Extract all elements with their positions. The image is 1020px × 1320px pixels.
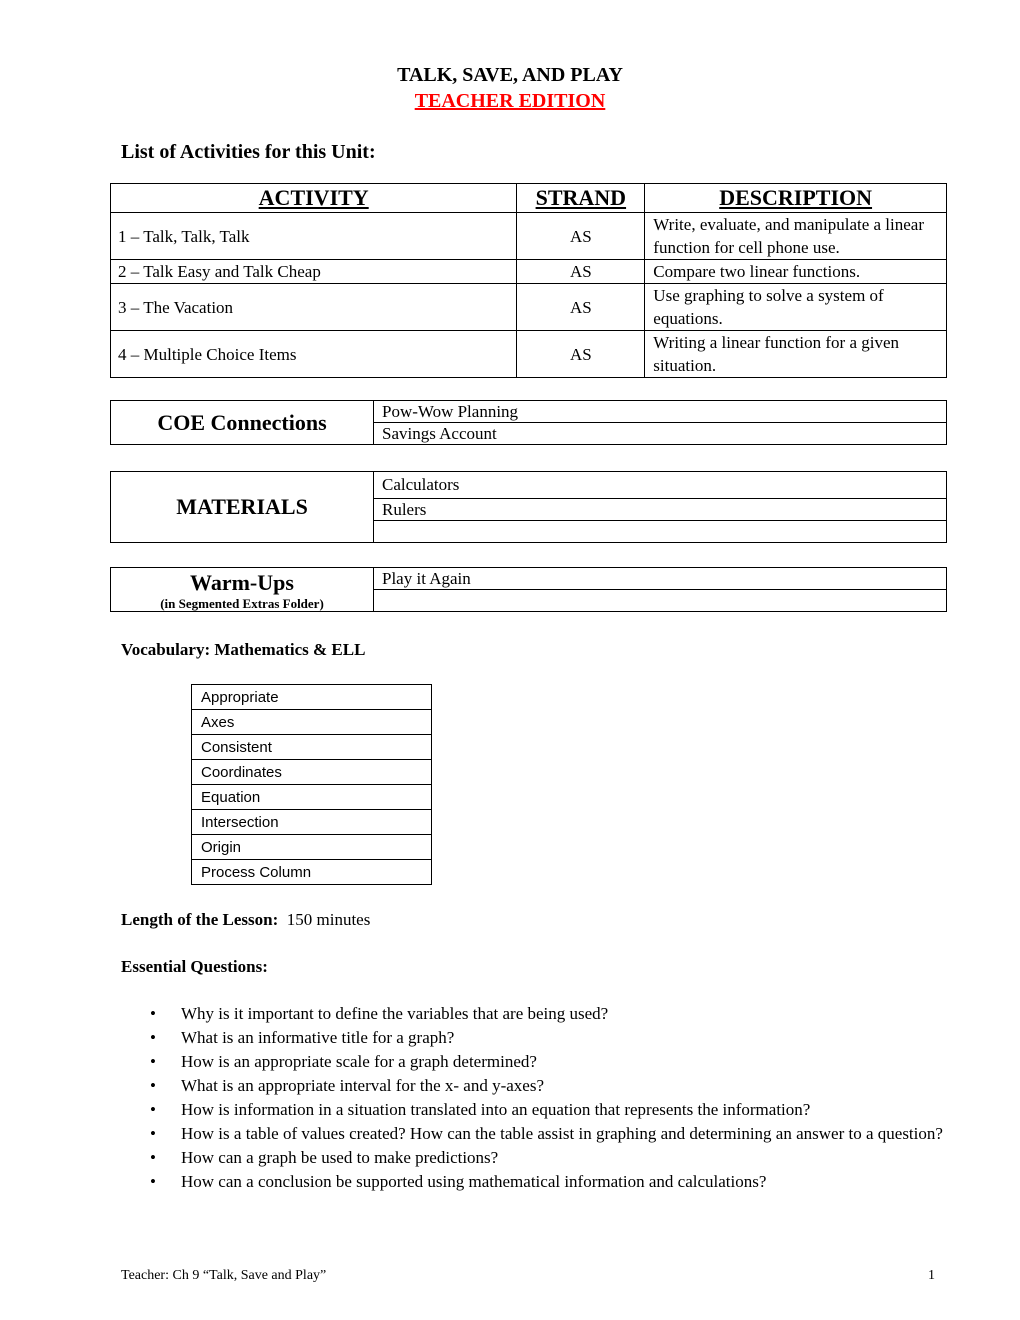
vocab-item: Origin xyxy=(192,835,432,860)
material-item: Rulers xyxy=(374,499,947,521)
lesson-length-value: 150 minutes xyxy=(286,910,371,929)
document-title: TALK, SAVE, AND PLAY xyxy=(397,64,623,86)
header-description: DESCRIPTION xyxy=(645,184,947,213)
table-row xyxy=(111,260,947,284)
list-item: • How is information in a situation translated into an equation that represents the information? xyxy=(150,1098,950,1122)
coe-label: COE Connections xyxy=(111,401,374,445)
essential-questions-heading: Essential Questions: xyxy=(121,957,268,976)
vocab-item: Intersection xyxy=(192,810,432,835)
description-cell: Write, evaluate, and manipulate a linear function for cell phone use. xyxy=(645,213,947,260)
warmup-item xyxy=(374,590,947,612)
activity-cell: 3 – The Vacation xyxy=(111,284,517,331)
vocab-item: Appropriate xyxy=(192,685,432,710)
lesson-length-label: Length of the Lesson: xyxy=(121,910,279,929)
coe-item: Savings Account xyxy=(374,423,947,445)
table-row xyxy=(111,284,947,331)
description-cell: Compare two linear functions. xyxy=(645,260,947,284)
table-header-row xyxy=(111,184,947,213)
activities-heading: List of Activities for this Unit: xyxy=(121,141,376,163)
vocab-table xyxy=(191,684,432,885)
strand-cell: AS xyxy=(517,331,645,378)
warmups-box xyxy=(110,567,947,612)
strand-cell: AS xyxy=(517,213,645,260)
material-item xyxy=(374,521,947,543)
essential-questions-list xyxy=(150,1002,950,1194)
activities-table xyxy=(110,183,947,378)
lesson-length xyxy=(121,910,370,930)
material-item: Calculators xyxy=(374,472,947,499)
vocab-item: Consistent xyxy=(192,735,432,760)
vocab-item: Coordinates xyxy=(192,760,432,785)
coe-item: Pow-Wow Planning xyxy=(374,401,947,423)
page-number: 1 xyxy=(928,1268,935,1283)
list-item: • What is an appropriate interval for the x- and y-axes? xyxy=(150,1074,950,1098)
strand-cell: AS xyxy=(517,284,645,331)
strand-cell: AS xyxy=(517,260,645,284)
list-item: • How is a table of values created? How can the table assist in graphing and determining an answer to a question? xyxy=(150,1122,950,1146)
list-item: • How can a graph be used to make predictions? xyxy=(150,1146,950,1170)
vocab-item: Equation xyxy=(192,785,432,810)
vocab-item: Process Column xyxy=(192,860,432,885)
footer-text: Teacher: Ch 9 “Talk, Save and Play” xyxy=(121,1268,327,1283)
activity-cell: 4 – Multiple Choice Items xyxy=(111,331,517,378)
table-row xyxy=(111,331,947,378)
warmup-item: Play it Again xyxy=(374,568,947,590)
warmups-label-cell xyxy=(111,568,374,612)
description-cell: Use graphing to solve a system of equations. xyxy=(645,284,947,331)
activity-cell: 2 – Talk Easy and Talk Cheap xyxy=(111,260,517,284)
activity-cell: 1 – Talk, Talk, Talk xyxy=(111,213,517,260)
description-cell: Writing a linear function for a given situation. xyxy=(645,331,947,378)
vocab-heading: Vocabulary: Mathematics & ELL xyxy=(121,640,366,659)
list-item: • How can a conclusion be supported using mathematical information and calculations? xyxy=(150,1170,950,1194)
header-activity: ACTIVITY xyxy=(111,184,517,213)
table-row xyxy=(111,213,947,260)
materials-box xyxy=(110,471,947,543)
list-item: • What is an informative title for a graph? xyxy=(150,1026,950,1050)
coe-connections-box xyxy=(110,400,947,445)
warmups-sublabel: (in Segmented Extras Folder) xyxy=(160,595,324,611)
list-item: • How is an appropriate scale for a graph determined? xyxy=(150,1050,950,1074)
vocab-item: Axes xyxy=(192,710,432,735)
warmups-label: Warm-Ups xyxy=(190,569,294,595)
document-subtitle: TEACHER EDITION xyxy=(414,90,606,112)
list-item: • Why is it important to define the variables that are being used? xyxy=(150,1002,950,1026)
materials-label: MATERIALS xyxy=(111,472,374,543)
header-strand: STRAND xyxy=(517,184,645,213)
